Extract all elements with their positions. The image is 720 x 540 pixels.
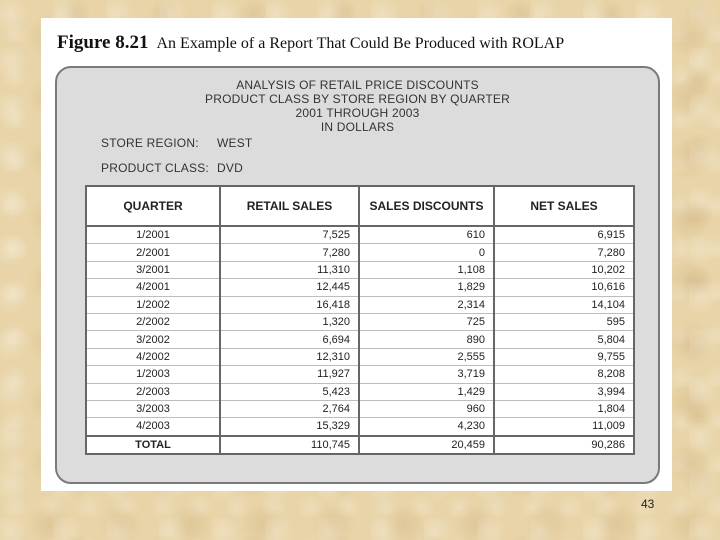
cell-sales-discounts: 960 bbox=[359, 400, 494, 417]
table-row bbox=[86, 226, 634, 244]
cell-sales-discounts: 610 bbox=[359, 226, 494, 244]
cell-net-sales: 11,009 bbox=[494, 418, 634, 436]
cell-sales-discounts: 3,719 bbox=[359, 366, 494, 383]
table-row bbox=[86, 348, 634, 365]
cell-net-sales: 7,280 bbox=[494, 244, 634, 261]
cell-net-sales: 1,804 bbox=[494, 400, 634, 417]
figure-caption bbox=[57, 32, 564, 54]
cell-sales-discounts: 1,829 bbox=[359, 279, 494, 296]
cell-sales-discounts: 2,314 bbox=[359, 296, 494, 313]
table-body bbox=[86, 226, 634, 454]
table-total-row bbox=[86, 436, 634, 454]
slide-panel bbox=[41, 18, 672, 491]
table-row bbox=[86, 400, 634, 417]
table-row bbox=[86, 296, 634, 313]
cell-quarter: 2/2001 bbox=[86, 244, 220, 261]
store-region-value: WEST bbox=[217, 136, 253, 150]
store-region-label: STORE REGION: bbox=[101, 136, 199, 150]
table-header-row bbox=[86, 186, 634, 226]
table-row bbox=[86, 313, 634, 330]
table-row bbox=[86, 331, 634, 348]
table-row bbox=[86, 418, 634, 436]
table-row bbox=[86, 244, 634, 261]
cell-net-sales: 5,804 bbox=[494, 331, 634, 348]
report-title-line-2: PRODUCT CLASS BY STORE REGION BY QUARTER bbox=[205, 92, 510, 106]
cell-retail-sales: 6,694 bbox=[220, 331, 359, 348]
cell-quarter: 3/2001 bbox=[86, 261, 220, 278]
cell-sales-discounts: 2,555 bbox=[359, 348, 494, 365]
cell-sales-discounts: 4,230 bbox=[359, 418, 494, 436]
cell-sales-discounts: 725 bbox=[359, 313, 494, 330]
cell-net-sales: 6,915 bbox=[494, 226, 634, 244]
product-class-value: DVD bbox=[217, 161, 243, 175]
cell-net-sales: 9,755 bbox=[494, 348, 634, 365]
total-sales-discounts: 20,459 bbox=[359, 436, 494, 454]
cell-retail-sales: 7,525 bbox=[220, 226, 359, 244]
cell-retail-sales: 5,423 bbox=[220, 383, 359, 400]
cell-sales-discounts: 890 bbox=[359, 331, 494, 348]
cell-net-sales: 3,994 bbox=[494, 383, 634, 400]
table-row bbox=[86, 279, 634, 296]
header-quarter: QUARTER bbox=[86, 186, 220, 226]
cell-sales-discounts: 0 bbox=[359, 244, 494, 261]
report-table bbox=[85, 185, 635, 455]
cell-net-sales: 14,104 bbox=[494, 296, 634, 313]
cell-retail-sales: 12,445 bbox=[220, 279, 359, 296]
cell-retail-sales: 7,280 bbox=[220, 244, 359, 261]
cell-retail-sales: 11,927 bbox=[220, 366, 359, 383]
report-box bbox=[55, 66, 660, 484]
table-row bbox=[86, 261, 634, 278]
header-sales-discounts: SALES DISCOUNTS bbox=[359, 186, 494, 226]
cell-net-sales: 8,208 bbox=[494, 366, 634, 383]
cell-sales-discounts: 1,108 bbox=[359, 261, 494, 278]
cell-quarter: 2/2003 bbox=[86, 383, 220, 400]
cell-quarter: 1/2002 bbox=[86, 296, 220, 313]
cell-retail-sales: 12,310 bbox=[220, 348, 359, 365]
report-title-line-3: 2001 THROUGH 2003 bbox=[295, 106, 420, 120]
cell-retail-sales: 1,320 bbox=[220, 313, 359, 330]
cell-net-sales: 10,202 bbox=[494, 261, 634, 278]
page-number: 43 bbox=[641, 497, 655, 511]
cell-quarter: 4/2002 bbox=[86, 348, 220, 365]
figure-title: An Example of a Report That Could Be Produced with ROLAP bbox=[156, 35, 565, 52]
table-row bbox=[86, 383, 634, 400]
cell-sales-discounts: 1,429 bbox=[359, 383, 494, 400]
header-retail-sales: RETAIL SALES bbox=[220, 186, 359, 226]
product-class-label: PRODUCT CLASS: bbox=[101, 161, 209, 175]
cell-quarter: 3/2002 bbox=[86, 331, 220, 348]
cell-quarter: 4/2001 bbox=[86, 279, 220, 296]
cell-net-sales: 595 bbox=[494, 313, 634, 330]
report-title-line-1: ANALYSIS OF RETAIL PRICE DISCOUNTS bbox=[236, 78, 479, 92]
cell-retail-sales: 15,329 bbox=[220, 418, 359, 436]
report-title-line-4: IN DOLLARS bbox=[320, 120, 395, 134]
cell-net-sales: 10,616 bbox=[494, 279, 634, 296]
figure-number: Figure 8.21 bbox=[57, 32, 149, 53]
cell-quarter: 1/2001 bbox=[86, 226, 220, 244]
table-row bbox=[86, 366, 634, 383]
cell-quarter: 1/2003 bbox=[86, 366, 220, 383]
header-net-sales: NET SALES bbox=[494, 186, 634, 226]
cell-quarter: 3/2003 bbox=[86, 400, 220, 417]
cell-retail-sales: 2,764 bbox=[220, 400, 359, 417]
cell-quarter: 2/2002 bbox=[86, 313, 220, 330]
cell-retail-sales: 16,418 bbox=[220, 296, 359, 313]
cell-retail-sales: 11,310 bbox=[220, 261, 359, 278]
total-net-sales: 90,286 bbox=[494, 436, 634, 454]
cell-quarter: 4/2003 bbox=[86, 418, 220, 436]
total-retail-sales: 110,745 bbox=[220, 436, 359, 454]
total-label: TOTAL bbox=[86, 436, 220, 454]
